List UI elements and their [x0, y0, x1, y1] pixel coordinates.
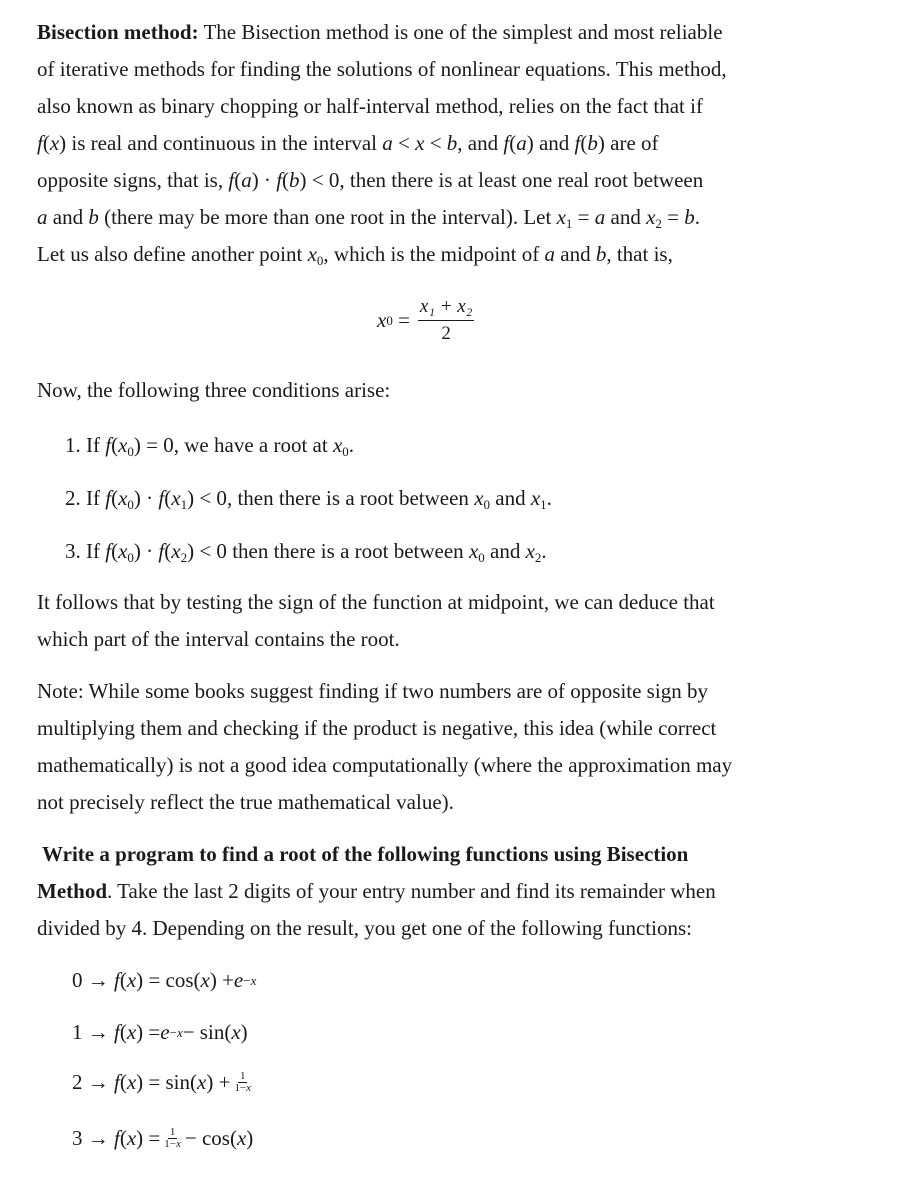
function-2-fraction: 1 1−x — [234, 1070, 252, 1094]
function-3-fraction: 1 1−x — [164, 1126, 181, 1150]
condition-3: 3. If $f(x_0) \cdot f(x_2) < 0$ then there is a root between $x_0$ and $x_2$. — [65, 539, 547, 565]
section-heading: Bisection method: — [37, 20, 199, 44]
condition-1: 1. If $f(x_0) = 0$, we have a root at $x_0$. — [65, 433, 355, 459]
follows-paragraph: It follows that by testing the sign of the function at midpoint, we can deduce that which part of the interval contains the root. — [37, 590, 715, 651]
midpoint-formula: x 0 = $\frac{\text{x₁ + x₂}}{2}$ — [377, 296, 473, 344]
document-body — [37, 14, 855, 273]
function-3: 3 → f ( x ) = 1 1−x − cos( x ) — [72, 1126, 254, 1150]
condition-2: 2. If $f(x_0) \cdot f(x_1) < 0$, then there is a root between $x_0$ and $x_1$. — [65, 486, 552, 512]
function-0: 0 → f ( x ) = cos( x ) + e −x — [72, 968, 257, 992]
note-paragraph: Note: While some books suggest finding if two numbers are of opposite sign by multiplying them and checking if the product is negative, this idea (while correct mathematically) is not a good idea computationally (where the approximation may not precisely reflect the true mathematical value). — [37, 679, 733, 814]
function-2: 2 → f ( x ) = sin( x ) + 1 1−x — [72, 1070, 252, 1094]
task-paragraph: Write a program to find a root of the following functions using Bisection Method. Take the last 2 digits of your entry number and find its remainder when divided by 4. Depending on the result, you get one of the following functions: — [37, 842, 716, 940]
conditions-intro: Now, the following three conditions arise: — [37, 378, 391, 402]
function-1: 1 → f ( x ) = e −x − sin( x ) — [72, 1020, 248, 1044]
midpoint-fraction: $\frac{\text{x₁ + x₂}}{2}$ — [419, 296, 473, 344]
intro-paragraph: Bisection method: The Bisection method is one of the simplest and most reliable of iterative methods for finding the solutions of nonlinear equations. This method, also known as binary chopping or half-interval method, relies on the fact that if f(x) is real and continuous in the interval a < x < b, and f(a) and f(b) are of opposite signs, that is, f(a) · f(b) < 0, then there is at least one real root between a and b (there may be more than one root in the interval). Let $x_1 = a$ and $x_2 = b$. Let us also define another point $x_0$, which is the midpoint of a and b, that is, — [37, 20, 727, 268]
